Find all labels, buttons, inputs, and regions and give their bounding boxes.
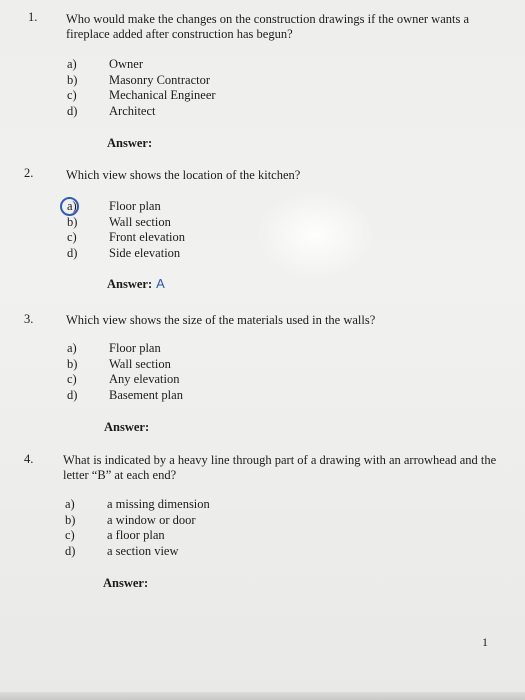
question-3-text: Which view shows the size of the materials used in the walls? bbox=[66, 313, 376, 327]
question-2-number: 2. bbox=[24, 166, 34, 180]
question-1-number: 1. bbox=[28, 10, 38, 24]
option: c) a floor plan bbox=[65, 528, 165, 542]
option: b) Wall section bbox=[67, 356, 171, 371]
question-1-text: Who would make the changes on the construction drawings if the owner wants a fireplace added after construction has begun? bbox=[66, 12, 470, 41]
page-bottom-edge bbox=[0, 692, 525, 700]
option: d) Basement plan bbox=[67, 387, 183, 402]
option: a) Floor plan bbox=[67, 341, 161, 355]
option: a) Floor plan bbox=[65, 199, 185, 215]
question-3-number: 3. bbox=[24, 312, 34, 326]
option: a) Owner bbox=[67, 57, 144, 71]
question-4-answer: Answer: bbox=[103, 576, 149, 590]
question-1-answer: Answer: bbox=[107, 136, 153, 150]
page-number: 1 bbox=[482, 635, 488, 649]
option: b) Masonry Contractor bbox=[67, 72, 211, 87]
question-1-options bbox=[65, 57, 216, 119]
option: b) a window or door bbox=[65, 512, 196, 527]
question-2-options bbox=[65, 199, 185, 261]
option: d) a section view bbox=[65, 543, 179, 558]
question-3-answer: Answer: bbox=[104, 420, 150, 434]
option: c) Front elevation bbox=[67, 230, 186, 244]
option: d) Side elevation bbox=[67, 245, 181, 260]
option: b) Wall section bbox=[67, 214, 171, 229]
question-2-text: Which view shows the location of the kitchen? bbox=[66, 168, 301, 182]
option: a) a missing dimension bbox=[65, 497, 210, 511]
question-4-text: What is indicated by a heavy line through part of a drawing with an arrowhead and the letter “B” at each end? bbox=[63, 453, 497, 482]
question-3-options bbox=[65, 341, 183, 403]
question-4-number: 4. bbox=[24, 452, 34, 466]
answer-circle bbox=[60, 197, 79, 216]
question-2-answer: Answer: A bbox=[107, 276, 165, 291]
option: c) Mechanical Engineer bbox=[67, 88, 216, 102]
light-glare bbox=[255, 190, 375, 280]
option: c) Any elevation bbox=[67, 372, 180, 386]
option: d) Architect bbox=[67, 103, 156, 118]
question-4-options bbox=[63, 497, 210, 559]
